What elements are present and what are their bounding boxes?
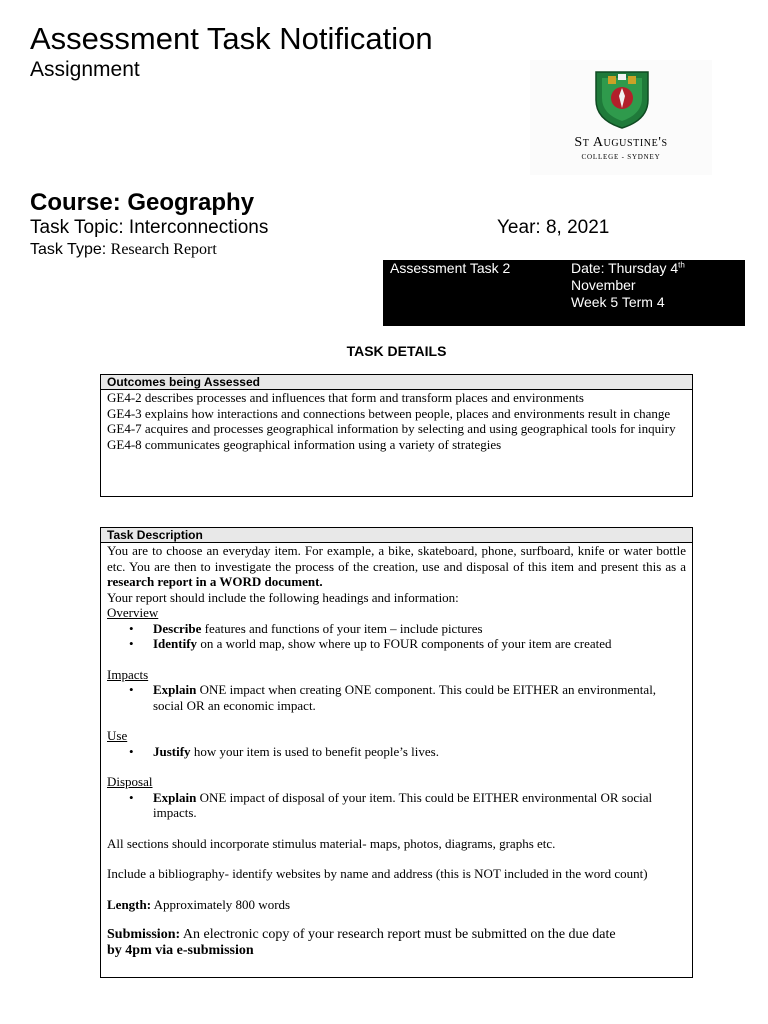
impacts-heading: Impacts xyxy=(107,666,149,682)
outcome-item: GE4-8 communicates geographical information using a variety of strategies xyxy=(107,436,502,452)
assessment-task-number: Assessment Task 2 xyxy=(390,260,511,276)
bullet-icon: • xyxy=(129,620,134,636)
task-description-heading: Task Description xyxy=(101,528,692,543)
college-logo xyxy=(530,60,712,175)
bullet-bold: Justify xyxy=(153,743,191,759)
list-item xyxy=(107,790,686,821)
outcome-item: GE4-7 acquires and processes geographical information by selecting and using geographical tools for inquiry xyxy=(107,421,676,436)
outcomes-heading: Outcomes being Assessed xyxy=(101,375,692,390)
due-week-term: Week 5 Term 4 xyxy=(571,294,665,310)
intro-text: You are to choose an everyday item. For example, a bike, skateboard, phone, surfboard, knife or water bottle etc. You are then to investigate the process of the creation, use and disposal of this item and present this as a xyxy=(107,543,686,574)
stimulus-note: All sections should incorporate stimulus material- maps, photos, diagrams, graphs etc. xyxy=(107,835,556,851)
task-topic-label: Task Topic: xyxy=(30,217,129,238)
document-subtitle: Assignment xyxy=(30,58,140,81)
length-label: Length: xyxy=(107,896,152,912)
task-type-label: Task Type: xyxy=(30,241,111,258)
due-date-month: November xyxy=(571,277,636,293)
due-date-ordinal: th xyxy=(678,260,685,270)
crest-icon xyxy=(594,70,650,130)
list-item xyxy=(107,682,686,713)
bullet-icon: • xyxy=(129,789,134,805)
submission-bold: by 4pm via e-submission xyxy=(107,942,254,958)
submission-label: Submission: xyxy=(107,927,181,942)
bullet-icon: • xyxy=(129,743,134,759)
bullet-bold: Explain xyxy=(153,789,197,805)
task-description-body xyxy=(101,543,692,958)
due-date xyxy=(571,260,741,311)
college-name: St Augustine's xyxy=(574,135,668,150)
outcome-item: GE4-3 explains how interactions and connections between people, places and environments result in change xyxy=(107,405,671,421)
submission-text: An electronic copy of your research report must be submitted on the due date xyxy=(180,927,616,942)
bullet-icon: • xyxy=(129,682,134,697)
bullet-text: on a world map, show where up to FOUR components of your item are created xyxy=(197,636,612,651)
intro-paragraph xyxy=(107,543,686,590)
bullet-text: ONE impact when creating ONE component. This could be EITHER an environmental, social OR an economic impact. xyxy=(153,682,657,713)
disposal-heading: Disposal xyxy=(107,774,153,789)
overview-heading: Overview xyxy=(107,605,159,620)
list-item xyxy=(107,744,686,760)
outcome-item: GE4-2 describes processes and influences that form and transform places and environments xyxy=(107,390,584,405)
task-topic xyxy=(30,216,268,240)
use-heading: Use xyxy=(107,728,128,743)
bullet-bold: Identify xyxy=(153,636,198,651)
include-line: Your report should include the following headings and information: xyxy=(107,589,459,605)
task-type-value: Research Report xyxy=(110,241,217,258)
year-label: Year: 8, 2021 xyxy=(497,217,610,238)
task-type xyxy=(30,240,217,260)
task-description-table xyxy=(100,527,693,978)
bullet-bold: Explain xyxy=(153,682,197,697)
document-title: Assessment Task Notification xyxy=(30,21,433,56)
length-value: Approximately 800 words xyxy=(151,896,291,912)
college-location: COLLEGE - SYDNEY xyxy=(581,153,661,161)
course-title: Course: Geography xyxy=(30,189,255,216)
due-date-day: Date: Thursday 4 xyxy=(571,260,679,276)
bullet-icon: • xyxy=(129,636,134,651)
bullet-text: ONE impact of disposal of your item. This could be EITHER environmental OR social impacts. xyxy=(153,789,653,820)
bullet-text: features and functions of your item – include pictures xyxy=(201,620,483,636)
bullet-text: how your item is used to benefit people’s lives. xyxy=(190,743,439,759)
task-details-heading: TASK DETAILS xyxy=(346,343,447,359)
outcomes-body xyxy=(101,390,692,452)
intro-bold: research report in a WORD document. xyxy=(107,574,323,589)
submission-line xyxy=(107,927,686,943)
list-item xyxy=(107,636,686,652)
length-line xyxy=(107,897,686,913)
outcomes-table xyxy=(100,374,693,497)
list-item xyxy=(107,621,686,637)
task-topic-value: Interconnections xyxy=(128,217,269,238)
bullet-bold: Describe xyxy=(153,620,202,636)
task-info-box xyxy=(383,260,745,326)
bibliography-note: Include a bibliography- identify websites by name and address (this is NOT included in the word count) xyxy=(107,866,648,881)
submission-deadline xyxy=(107,943,686,959)
